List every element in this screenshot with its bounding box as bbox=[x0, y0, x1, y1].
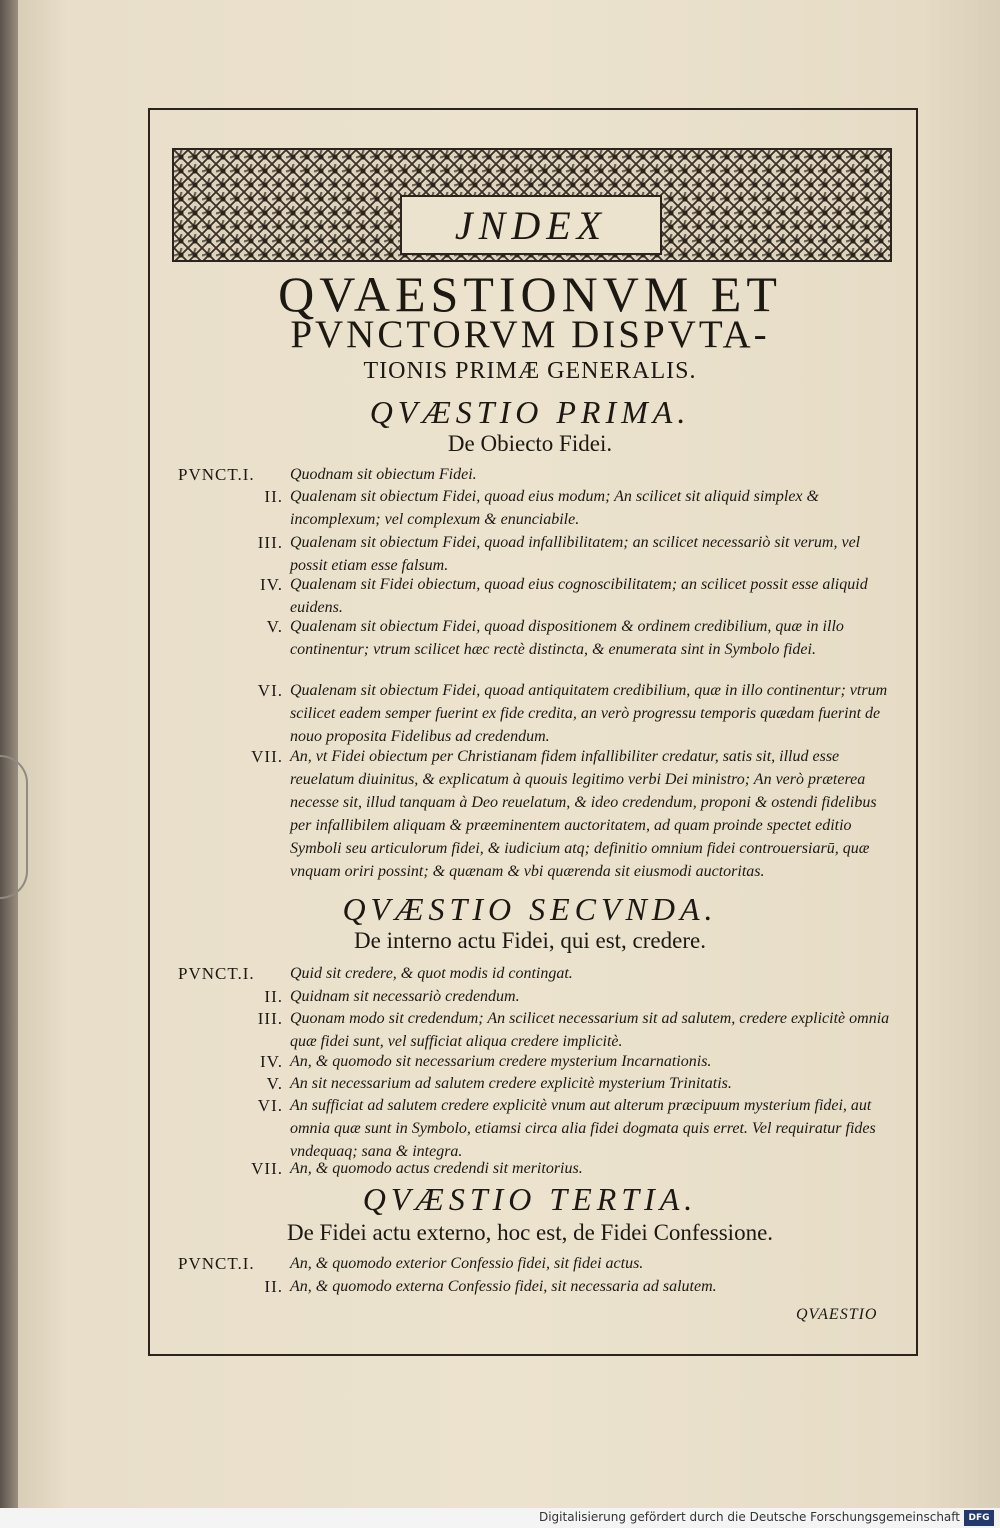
item-number: V. bbox=[266, 1074, 283, 1093]
item-text: An, & quomodo externa Confessio fidei, sit necessaria ad salutem. bbox=[290, 1278, 717, 1295]
item-text: Qualenam sit obiectum Fidei, quoad dispositionem & ordinem credibilium, quæ in illo continentur; vtrum scilicet hæc rectè distincta, & enumerata sint in Symbolo fidei. bbox=[290, 618, 844, 658]
item-number: IV. bbox=[260, 1052, 283, 1071]
title-line-3: TIONIS PRIMÆ GENERALIS. bbox=[363, 358, 697, 384]
item-number: IV. bbox=[260, 575, 283, 594]
item-number: V. bbox=[266, 617, 283, 636]
item-text: Qualenam sit obiectum Fidei, quoad infallibilitatem; an scilicet necessariò sit verum, vel possit etiam esse falsum. bbox=[290, 534, 861, 574]
page-clip bbox=[0, 755, 28, 899]
item-text: Qualenam sit Fidei obiectum, quoad eius cognoscibilitatem; an scilicet possit esse aliquid euidens. bbox=[290, 576, 868, 616]
item-text: An, & quomodo sit necessarium credere mysterium Incarnationis. bbox=[290, 1053, 712, 1070]
item-text: Qualenam sit obiectum Fidei, quoad antiquitatem credibilium, quæ in illo continentur; vtrum scilicet eadem semper fuerint ex fide credita, an verò progressu temporis quædam fuerint de nouo proposita Fidelibus ad credendum. bbox=[290, 682, 888, 745]
item-number: PVNCT.I. bbox=[178, 1254, 255, 1273]
item-text: Quonam modo sit credendum; An scilicet necessarium sit ad salutem, credere explicitè omnia quæ fidei sunt, vel sufficiat aliqua credere implicitè. bbox=[290, 1010, 890, 1050]
item-number: VII. bbox=[251, 747, 283, 766]
item-number: VI. bbox=[257, 681, 283, 700]
item-text: An sit necessarium ad salutem credere explicitè mysterium Trinitatis. bbox=[290, 1075, 732, 1092]
item-text: Qualenam sit obiectum Fidei, quoad eius modum; An scilicet sit aliquid simplex & incomplexum; vel complexum & enunciabile. bbox=[290, 488, 819, 528]
item-number: III. bbox=[257, 1009, 283, 1028]
item-number: VII. bbox=[251, 1159, 283, 1178]
item-number: II. bbox=[264, 487, 283, 506]
title-line-1: QVAESTIONVM ET bbox=[278, 266, 782, 322]
item-text: Quidnam sit necessariò credendum. bbox=[290, 988, 520, 1005]
title-line-2: PVNCTORVM DISPVTA- bbox=[290, 313, 770, 356]
item-number: PVNCT.I. bbox=[178, 465, 255, 484]
item-text: An, & quomodo exterior Confessio fidei, sit fidei actus. bbox=[290, 1255, 644, 1272]
book-spine bbox=[0, 0, 18, 1508]
item-number: VI. bbox=[257, 1096, 283, 1115]
footer-bar bbox=[0, 1508, 1000, 1528]
q3-heading: QVÆSTIO TERTIA. bbox=[362, 1181, 698, 1217]
footer-text: Digitalisierung gefördert durch die Deutsche Forschungsgemeinschaft bbox=[538, 1510, 960, 1524]
item-text: Quid sit credere, & quot modis id contingat. bbox=[290, 965, 573, 982]
item-number: PVNCT.I. bbox=[178, 964, 255, 983]
item-text: An, vt Fidei obiectum per Christianam fidem infallibiliter credatur, satis sit, illud esse reuelatum diuinitus, & explicatum à quouis legitimo verbi Dei ministro; An verò præterea necesse sit, illud tanquam à Deo reuelatum, & ideo credendum, proponi & ostendi fidelibus per infallibilem aliquam & præeminentem auctoritatem, ad quam proinde spectet editio Symboli seu articulorum fidei, & iudicium atq; definitio omnium fidei controuersiarū, quæ vnquam oriri possint; & quænam & vbi quærenda sit eiusmodi auctoritas. bbox=[290, 748, 877, 880]
catchword: QVAESTIO bbox=[796, 1306, 878, 1323]
item-number: II. bbox=[264, 987, 283, 1006]
banner-label: JNDEX bbox=[400, 195, 662, 255]
q2-subheading: De interno actu Fidei, qui est, credere. bbox=[354, 928, 706, 953]
item-number: II. bbox=[264, 1277, 283, 1296]
item-text: Quodnam sit obiectum Fidei. bbox=[290, 466, 477, 483]
q1-heading: QVÆSTIO PRIMA. bbox=[369, 394, 691, 430]
item-number: III. bbox=[257, 533, 283, 552]
item-text: An, & quomodo actus credendi sit meritorius. bbox=[290, 1160, 583, 1177]
q2-heading: QVÆSTIO SECVNDA. bbox=[342, 891, 718, 927]
dfg-logo: DFG bbox=[964, 1510, 994, 1526]
item-text: An sufficiat ad salutem credere explicitè vnum aut alterum præcipuum mysterium fidei, aut omnia quæ sunt in Symbolo, etiamsi circa alia fidei dogmata quis erret. Vel requiratur fides vndequaq; sana & integra. bbox=[290, 1097, 876, 1160]
q1-subheading: De Obiecto Fidei. bbox=[447, 431, 613, 456]
q3-subheading: De Fidei actu externo, hoc est, de Fidei Confessione. bbox=[286, 1220, 774, 1245]
